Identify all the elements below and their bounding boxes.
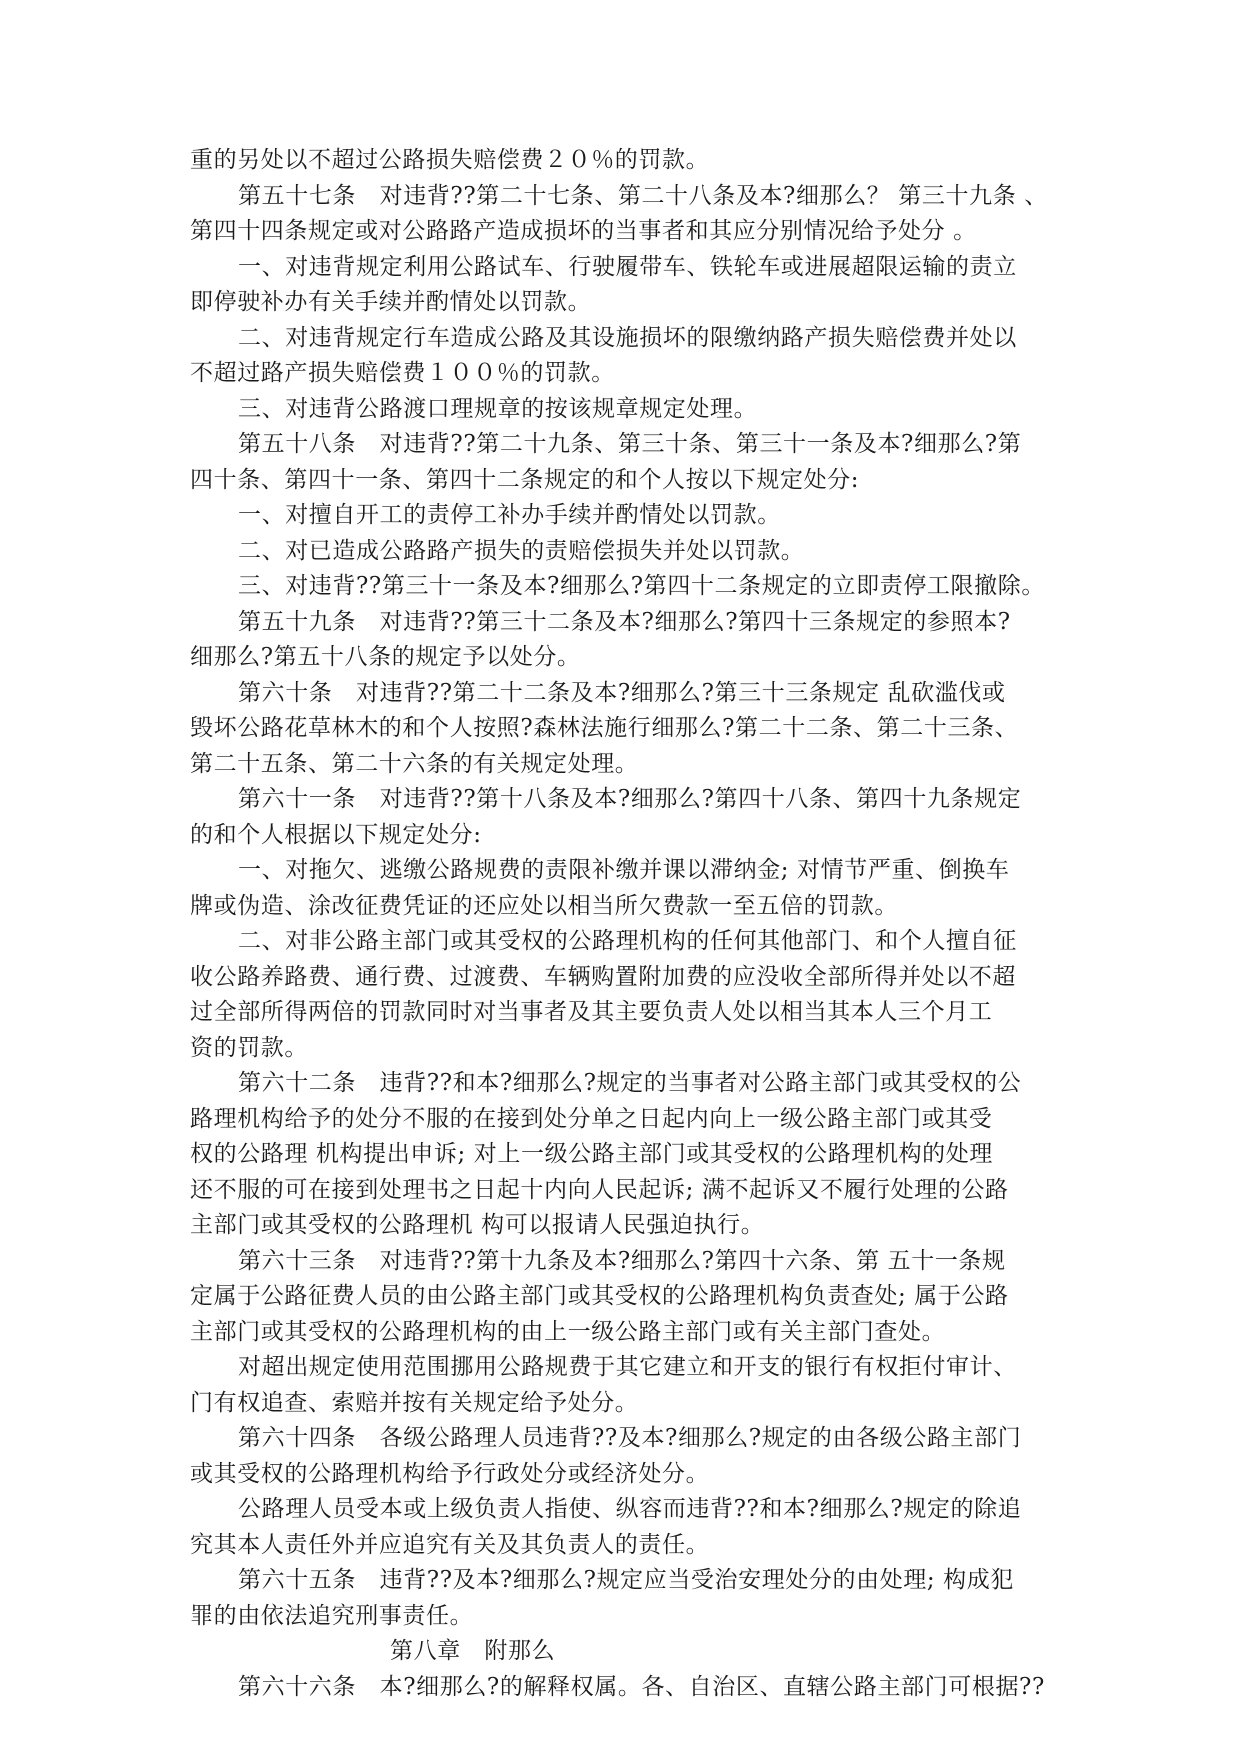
- text-line: 第六十五条 违背??及本?细那么?规定应当受治安理处分的由处理; 构成犯: [238, 1567, 1014, 1593]
- text-line: 定属于公路征费人员的由公路主部门或其受权的公路理机构负责查处; 属于公路: [190, 1283, 1009, 1309]
- text-line: 第六十二条 违背??和本?细那么?规定的当事者对公路主部门或其受权的公: [238, 1070, 1022, 1096]
- text-line: 一、对违背规定利用公路试车、行驶履带车、铁轮车或进展超限运输的责立: [238, 253, 1017, 280]
- text-line: 三、对违背公路渡口理规章的按该规章规定处理。: [238, 395, 758, 422]
- text-line: 主部门或其受权的公路理机构的由上一级公路主部门或有关主部门查处。: [190, 1318, 946, 1345]
- text-line: 收公路养路费、通行费、过渡费、车辆购置附加费的应没收全部所得并处以不超: [190, 963, 1016, 990]
- text-line: 权的公路理 机构提出申诉; 对上一级公路主部门或其受权的公路理机构的处理: [190, 1141, 993, 1167]
- text-line: 罪的由依法追究刑事责任。: [190, 1602, 474, 1629]
- text-line: 第六十三条 对违背??第十九条及本?细那么?第四十六条、第 五十一条规: [238, 1247, 1006, 1274]
- text-line: 二、对违背规定行车造成公路及其设施损坏的限缴纳路产损失赔偿费并处以: [238, 324, 1017, 351]
- text-line: 二、对已造成公路路产损失的责赔偿损失并处以罚款。: [238, 537, 805, 564]
- chapter-heading: 第八章 附那么: [390, 1638, 556, 1664]
- text-line: 不超过路产损失赔偿费１００％的罚款。: [190, 360, 615, 386]
- text-line: 二、对非公路主部门或其受权的公路理机构的任何其他部门、和个人擅自征: [238, 928, 1017, 954]
- text-line: 即停驶补办有关手续并酌情处以罚款。: [190, 289, 592, 315]
- text-line: 第五十八条 对违背??第二十九条、第三十条、第三十一条及本?细那么?第: [238, 431, 1022, 457]
- text-line: 第六十四条 各级公路理人员违背??及本?细那么?规定的由各级公路主部门: [238, 1425, 1022, 1451]
- text-line: 第四十四条规定或对公路路产造成损坏的当事者和其应分别情况给予处分 。: [190, 218, 977, 244]
- text-line: 第六十条 对违背??第二十二条及本?细那么?第三十三条规定 乱砍滥伐或: [238, 679, 1006, 706]
- document-page: [190, 143, 1080, 1705]
- text-line: 第二十五条、第二十六条的有关规定处理。: [190, 750, 639, 777]
- text-line: 毁坏公路花草林木的和个人按照?森林法施行细那么?第二十二条、第二十三条、: [190, 715, 1019, 741]
- text-line: 对超出规定使用范围挪用公路规费于其它建立和开支的银行有权拒付审计、: [238, 1354, 1017, 1380]
- text-line: 或其受权的公路理机构给予行政处分或经济处分。: [190, 1460, 710, 1487]
- text-line: 第五十七条 对违背??第二十七条、第二十八条及本?细那么？ 第三十九条 、: [238, 182, 1048, 209]
- text-line: 路理机构给予的处分不服的在接到处分单之日起内向上一级公路主部门或其受: [190, 1105, 993, 1132]
- text-line: 究其本人责任外并应追究有关及其负责人的责任。: [190, 1531, 710, 1558]
- text-line: 细那么?第五十八条的规定予以处分。: [190, 644, 581, 670]
- text-line: 过全部所得两倍的罚款同时对当事者及其主要负责人处以相当其本人三个月工: [190, 999, 993, 1025]
- text-line: 的和个人根据以下规定处分:: [190, 821, 482, 848]
- text-line: 第六十一条 对违背??第十八条及本?细那么?第四十八条、第四十九条规定: [238, 786, 1022, 812]
- text-line: 第六十六条 本?细那么?的解释权属。各、自治区、直辖公路主部门可根据??: [238, 1673, 1045, 1700]
- text-line: 还不服的可在接到处理书之日起十内向人民起诉; 满不起诉又不履行处理的公路: [190, 1176, 1009, 1203]
- text-line: 一、对擅自开工的责停工补办手续并酌情处以罚款。: [238, 502, 781, 528]
- text-line: 一、对拖欠、逃缴公路规费的责限补缴并课以滞纳金; 对情节严重、倒换车: [238, 857, 1010, 883]
- text-line: 牌或伪造、涂改征费凭证的还应处以相当所欠费款一至五倍的罚款。: [190, 892, 898, 919]
- text-line: 主部门或其受权的公路理机 构可以报请人民强迫执行。: [190, 1212, 765, 1238]
- text-line: 重的另处以不超过公路损失赔偿费２０％的罚款。: [190, 147, 710, 173]
- text-line: 公路理人员受本或上级负责人指使、纵容而违背??和本?细那么?规定的除追: [238, 1496, 1022, 1522]
- text-line: 第五十九条 对违背??第三十二条及本?细那么?第四十三条规定的参照本?: [238, 608, 1011, 635]
- text-line: 门有权追查、索赔并按有关规定给予处分。: [190, 1389, 639, 1416]
- text-line: 三、对违背??第三十一条及本?细那么?第四十二条规定的立即责停工限撤除。: [238, 573, 1045, 599]
- text-line: 资的罚款。: [190, 1034, 308, 1061]
- text-line: 四十条、第四十一条、第四十二条规定的和个人按以下规定处分:: [190, 466, 860, 493]
